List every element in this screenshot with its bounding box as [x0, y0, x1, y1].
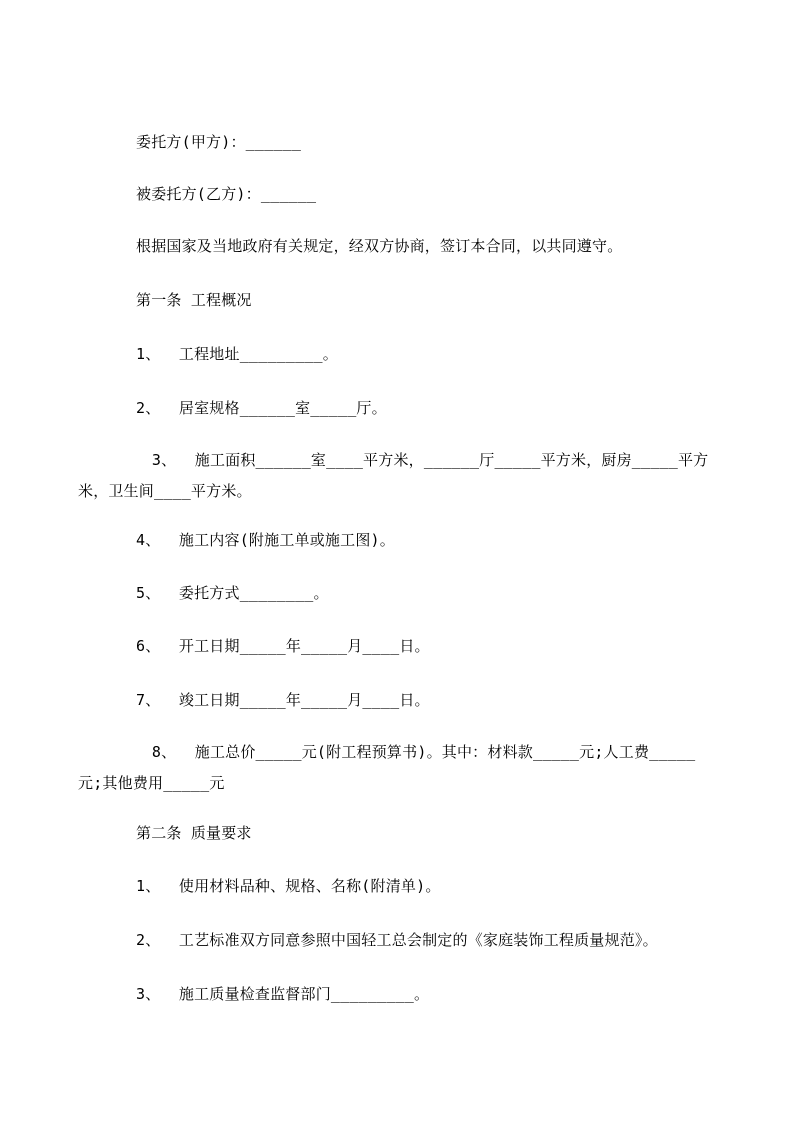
article1-title: 第一条 工程概况	[136, 291, 252, 309]
party-a-line: 委托方(甲方)：______	[136, 133, 302, 151]
article1-item2: 2、 居室规格______室_____厅。	[136, 399, 387, 417]
article2-item1: 1、 使用材料品种、规格、名称(附清单)。	[136, 877, 441, 895]
article1-item1: 1、 工程地址_________。	[136, 345, 338, 363]
article1-item7: 7、 竣工日期_____年_____月____日。	[136, 691, 430, 709]
article2-item2: 2、 工艺标准双方同意参照中国轻工总会制定的《家庭装饰工程质量规范》。	[136, 931, 658, 949]
article1-item3: 3、 施工面积______室____平方米，______厅_____平方米，厨房_____平方米，卫生间____平方米。	[78, 451, 709, 500]
article1-item4: 4、 施工内容(附施工单或施工图)。	[136, 531, 395, 549]
article2-title: 第二条 质量要求	[136, 824, 252, 842]
party-b-line: 被委托方(乙方)：______	[136, 185, 317, 203]
article2-item3: 3、 施工质量检查监督部门_________。	[136, 985, 430, 1003]
article1-item5: 5、 委托方式________。	[136, 584, 329, 602]
preamble: 根据国家及当地政府有关规定，经双方协商，签订本合同，以共同遵守。	[136, 237, 623, 255]
article1-item6: 6、 开工日期_____年_____月____日。	[136, 637, 430, 655]
article1-item8: 8、 施工总价_____元(附工程预算书)。其中：材料款_____元;人工费_____元;其他费用_____元	[78, 743, 696, 792]
